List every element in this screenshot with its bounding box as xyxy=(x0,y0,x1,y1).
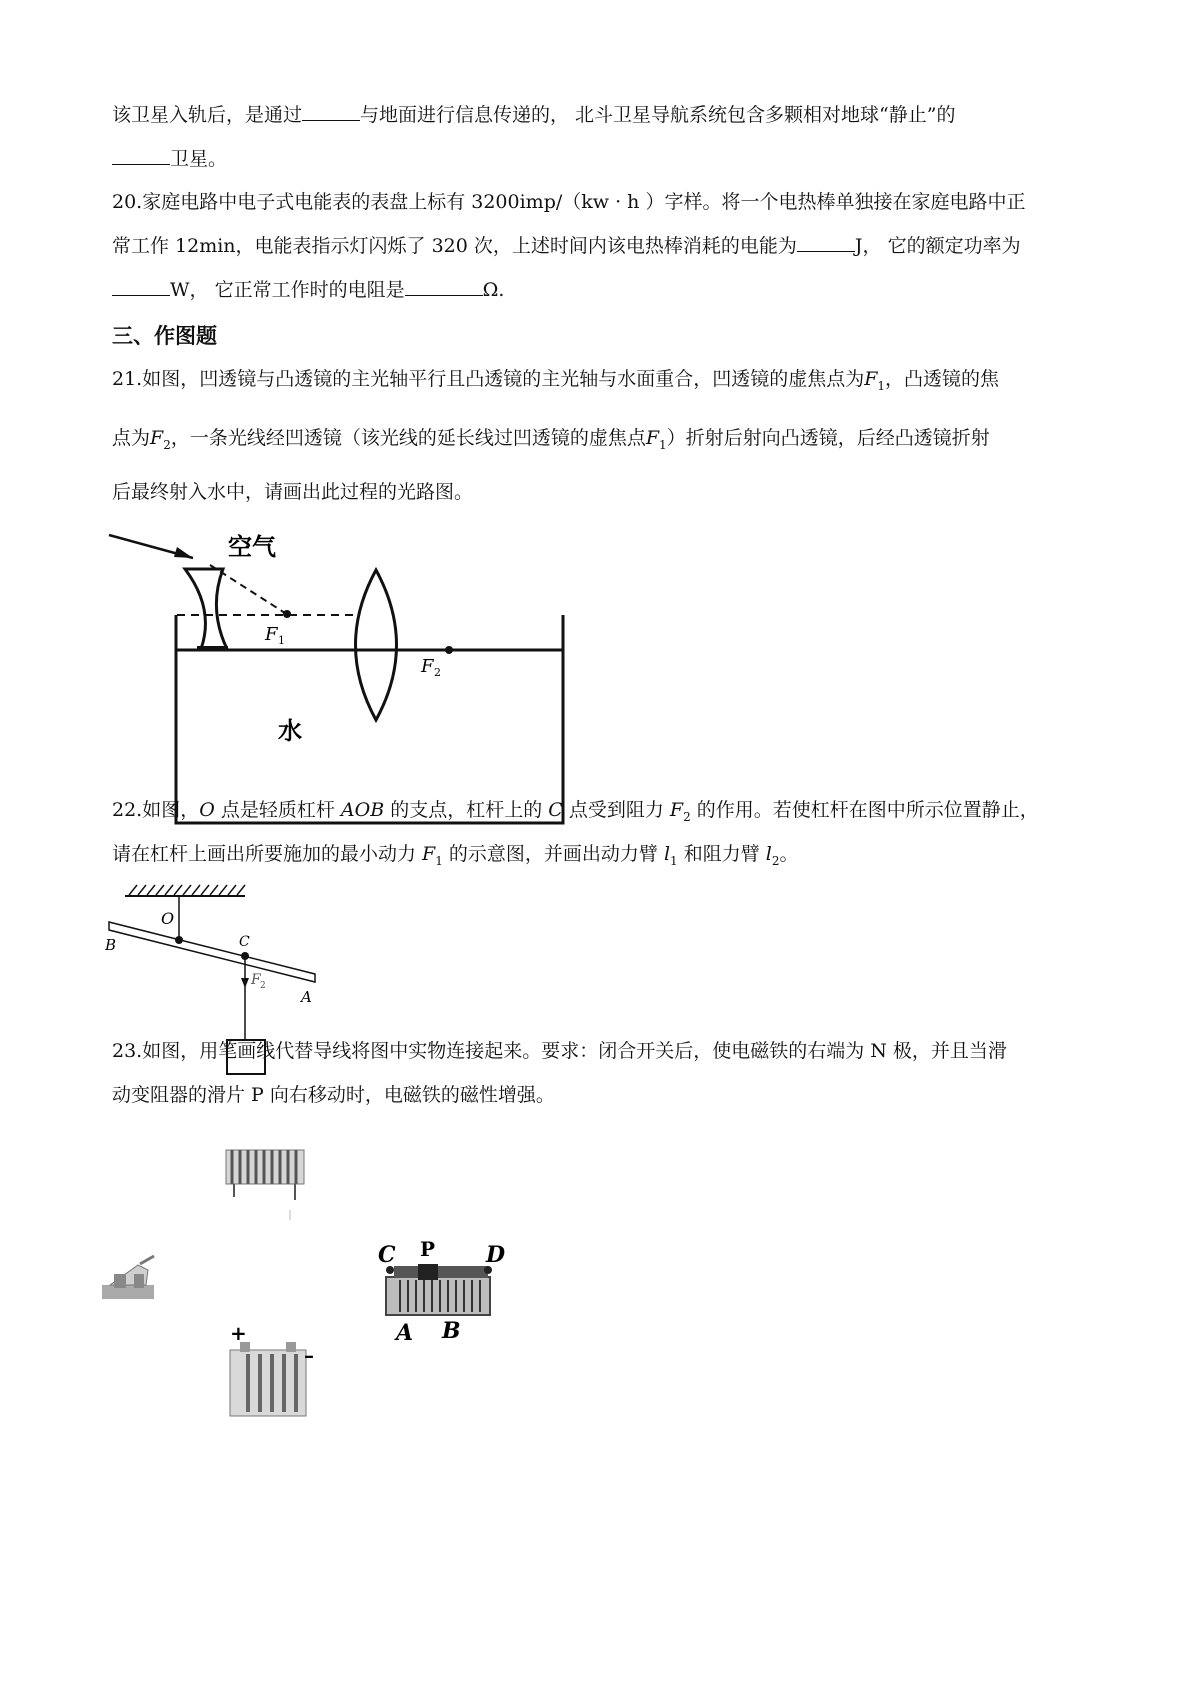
q20-text: 常工作 12min，电能表指示灯闪烁了 320 次，上述时间内该电热棒消耗的电能为 xyxy=(112,235,797,257)
q22-text: 点受到阻力 xyxy=(562,799,670,821)
slider-P[interactable] xyxy=(418,1264,438,1280)
section-title: 三、作图题 xyxy=(112,324,217,348)
q20-text: 20.家庭电路中电子式电能表的表盘上标有 3200imp/（kw · h ）字样。将一个电热棒单独接在家庭电路中正 xyxy=(112,191,1026,213)
label-plus: + xyxy=(230,1321,247,1345)
symbol-F1: F xyxy=(645,427,660,449)
battery xyxy=(230,1342,306,1416)
q22-line-1 xyxy=(112,796,1039,831)
label-B: B xyxy=(442,1318,461,1344)
q22-text: 请在杠杆上画出所要施加的最小动力 xyxy=(112,843,423,865)
label-F1: F xyxy=(265,624,278,645)
symbol-l1: l xyxy=(663,843,671,865)
q22-text: 的支点，杠杆上的 xyxy=(384,799,549,821)
q21-text: 后最终射入水中，请画出此过程的光路图。 xyxy=(112,481,474,503)
label-F2-sub: 2 xyxy=(260,981,266,991)
lens-diagram xyxy=(105,525,575,835)
subscript: 1 xyxy=(670,853,678,868)
switch xyxy=(102,1256,154,1299)
label-A: A xyxy=(301,988,312,1006)
label-water: 水 xyxy=(278,716,302,745)
answer-blank[interactable] xyxy=(112,146,170,165)
q20-text: W， 它正常工作时的电阻是 xyxy=(170,279,405,301)
symbol-O: O xyxy=(199,799,215,821)
label-minus: – xyxy=(304,1343,314,1367)
q21-line-2 xyxy=(112,424,990,459)
label-F2: F xyxy=(421,656,434,677)
label-A: A xyxy=(396,1320,414,1346)
q22-text: 和阻力臂 xyxy=(677,843,766,865)
electromagnet xyxy=(226,1150,304,1220)
q22-line-2 xyxy=(112,840,799,875)
q21-line-3 xyxy=(112,478,473,506)
label-F1-sub: 1 xyxy=(278,634,285,647)
q19-text: 该卫星入轨后，是通过 xyxy=(112,104,303,126)
q22-text: 的示意图，并画出动力臂 xyxy=(442,843,664,865)
q23-text: 动变阻器的滑片 P 向右移动时，电磁铁的磁性增强。 xyxy=(112,1084,555,1106)
q20-text: J， 它的额定功率为 xyxy=(854,235,1021,257)
label-C: C xyxy=(378,1242,396,1268)
label-P: P xyxy=(420,1237,436,1261)
ceiling-hatching xyxy=(129,885,245,895)
q20-line-2 xyxy=(112,232,1021,260)
convex-lens xyxy=(356,570,397,720)
label-D: D xyxy=(486,1242,506,1268)
q21-text: ，凸透镜的焦 xyxy=(885,368,1000,390)
subscript: 1 xyxy=(435,853,443,868)
focus-point-F2 xyxy=(445,646,453,654)
q21-line-1 xyxy=(112,365,999,400)
lever-bar xyxy=(109,922,315,982)
symbol-F1: F xyxy=(864,368,878,390)
symbol-l2: l xyxy=(765,843,772,865)
ray-arrow xyxy=(174,547,193,558)
symbol-F2: F xyxy=(669,799,684,821)
subscript: 1 xyxy=(877,378,886,393)
label-F2: F xyxy=(251,972,261,988)
q22-text: 的作用。若使杠杆在图中所示位置静止， xyxy=(690,799,1039,821)
label-B: B xyxy=(105,936,117,954)
symbol-AOB: AOB xyxy=(340,799,385,821)
label-O: O xyxy=(161,909,175,928)
circuit-components xyxy=(100,1140,560,1560)
answer-blank[interactable] xyxy=(112,277,170,296)
q20-text: Ω. xyxy=(482,279,505,301)
q22-text: 22.如图， xyxy=(112,799,200,821)
answer-blank[interactable] xyxy=(302,102,360,121)
concave-lens xyxy=(185,569,227,649)
ray-extension-dashed xyxy=(210,565,285,613)
q21-text: 21.如图，凹透镜与凸透镜的主光轴平行且凸透镜的主光轴与水面重合，凹透镜的虚焦点为 xyxy=(112,368,865,390)
label-air: 空气 xyxy=(228,532,276,561)
q20-line-1 xyxy=(112,188,1025,216)
q20-line-3 xyxy=(112,276,504,304)
q23-line-2 xyxy=(112,1081,555,1109)
water-tank xyxy=(176,615,563,823)
F2-arrow xyxy=(241,978,249,988)
subscript: 2 xyxy=(771,853,780,868)
q19-line-2 xyxy=(112,145,227,173)
q21-text: ，一条光线经凹透镜（该光线的延长线过凹透镜的虚焦点 xyxy=(170,427,646,449)
answer-blank[interactable] xyxy=(405,277,483,296)
symbol-F2: F xyxy=(150,427,164,449)
q23-text: 23.如图，用笔画线代替导线将图中实物连接起来。要求：闭合开关后，使电磁铁的右端为 N 极，并且当滑 xyxy=(112,1040,1007,1062)
q19-text: 与地面进行信息传递的， 北斗卫星导航系统包含多颗相对地球“静止”的 xyxy=(360,104,956,126)
q22-text: 。 xyxy=(779,843,799,865)
subscript: 2 xyxy=(163,437,171,452)
subscript: 1 xyxy=(659,437,667,452)
q19-text: 卫星。 xyxy=(170,148,228,170)
q19-line-1 xyxy=(112,101,955,129)
q22-text: 点是轻质杠杆 xyxy=(214,799,341,821)
label-C: C xyxy=(239,934,250,950)
answer-blank[interactable] xyxy=(797,233,855,252)
label-F2-sub: 2 xyxy=(434,666,441,679)
q23-line-1 xyxy=(112,1037,1007,1065)
focus-point-F1 xyxy=(283,610,291,618)
q21-text: ）折射后射向凸透镜，后经凸透镜折射 xyxy=(666,427,990,449)
symbol-F1: F xyxy=(422,843,436,865)
subscript: 2 xyxy=(683,809,691,824)
sliding-rheostat[interactable] xyxy=(386,1264,492,1315)
symbol-C: C xyxy=(548,799,563,821)
pivot-O xyxy=(175,936,183,944)
q21-text: 点为 xyxy=(112,427,151,449)
